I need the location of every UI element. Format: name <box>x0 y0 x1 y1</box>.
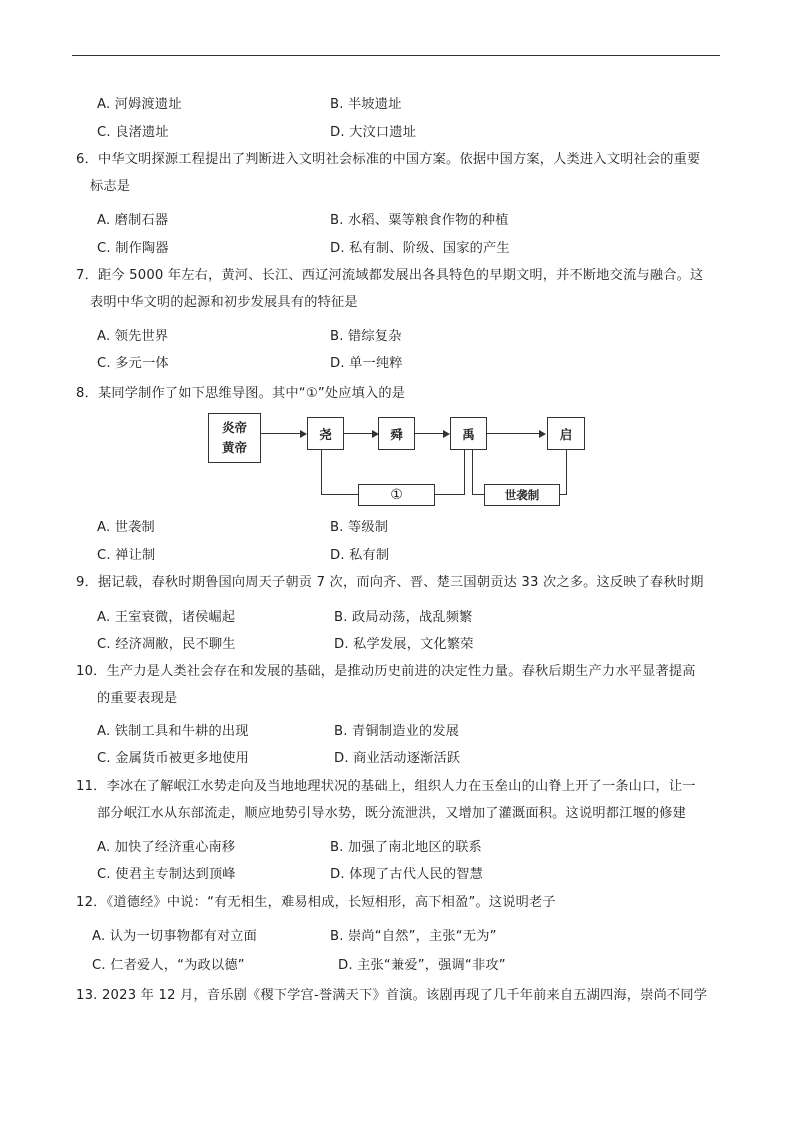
q11-option-c: C. 使君主专制达到顶峰 <box>97 867 236 882</box>
mind-map-diagram <box>208 413 588 511</box>
q11-option-d: D. 体现了古代人民的智慧 <box>330 867 484 882</box>
q5-option-b: B. 半坡遗址 <box>330 97 402 112</box>
q6-option-b: B. 水稻、粟等粮食作物的种植 <box>330 213 509 228</box>
connector-yao-down <box>321 449 322 495</box>
q6-option-d: D. 私有制、阶级、国家的产生 <box>330 241 510 256</box>
q11-stem-line2: 部分岷江水从东部流走，顺应地势引导水势，既分流泄洪，又增加了灌溉面积。这说明都江堰的修建 <box>97 806 687 821</box>
q7-option-a: A. 领先世界 <box>97 329 169 344</box>
q8-stem: 8．某同学制作了如下思维导图。其中“①”处应填入的是 <box>76 386 406 401</box>
box-hereditary: 世袭制 <box>484 484 560 506</box>
q11-option-b: B. 加强了南北地区的联系 <box>330 840 482 855</box>
arrowhead-yu <box>443 430 450 438</box>
q8-option-a: A. 世袭制 <box>97 520 155 535</box>
q8-option-d: D. 私有制 <box>330 548 390 563</box>
q10-stem-line2: 的重要表现是 <box>97 691 178 706</box>
q10-option-a: A. 铁制工具和牛耕的出现 <box>97 724 249 739</box>
q5-option-a: A. 河姆渡遗址 <box>97 97 182 112</box>
connector-qi-down <box>566 449 567 495</box>
connector-yu-down-left <box>464 449 465 495</box>
box-yu: 禹 <box>450 417 487 450</box>
connector-yu-down-right <box>472 449 473 495</box>
q9-option-b: B. 政局动荡，战乱频繁 <box>334 610 473 625</box>
q10-option-b: B. 青铜制造业的发展 <box>334 724 460 739</box>
q12-option-b: B. 崇尚“自然”，主张“无为” <box>330 929 497 944</box>
q8-option-c: C. 禅让制 <box>97 548 156 563</box>
box-yandi-label: 炎帝 <box>221 420 247 435</box>
box-shun: 舜 <box>378 417 415 450</box>
q8-option-b: B. 等级制 <box>330 520 389 535</box>
q12-stem: 12．《道德经》中说：“有无相生，难易相成，长短相形，高下相盈”。这说明老子 <box>76 895 556 910</box>
q10-option-c: C. 金属货币被更多地使用 <box>97 751 250 766</box>
q6-option-a: A. 磨制石器 <box>97 213 169 228</box>
q12-option-a: A. 认为一切事物都有对立面 <box>92 929 258 944</box>
box-blank-1: ① <box>358 484 435 506</box>
q9-stem: 9．据记载，春秋时期鲁国向周天子朝贡 7 次，而向齐、晋、楚三国朝贡达 33 次之多。这反映了春秋时期 <box>76 575 704 590</box>
q10-stem-line1: 10．生产力是人类社会存在和发展的基础，是推动历史前进的决定性力量。春秋后期生产力水平显著提高 <box>76 664 696 679</box>
q11-option-a: A. 加快了经济重心南移 <box>97 840 236 855</box>
q9-option-c: C. 经济凋敝，民不聊生 <box>97 637 236 652</box>
q12-option-d: D. 主张“兼爱”，强调“非攻” <box>338 958 506 973</box>
arrow-yao-to-shun <box>343 433 373 434</box>
connector-yao-to-blank <box>321 494 358 495</box>
arrowhead-yao <box>300 430 307 438</box>
q11-stem-line1: 11．李冰在了解岷江水势走向及当地地理状况的基础上，组织人力在玉垒山的山脊上开了一条山口，让一 <box>76 779 696 794</box>
box-yandi-huangdi <box>208 413 261 463</box>
arrow-shun-to-yu <box>415 433 444 434</box>
q7-stem-line1: 7．距今 5000 年左右，黄河、长江、西辽河流域都发展出各具特色的早期文明，并不断地交流与融合。这 <box>76 268 704 283</box>
connector-blank-to-yu <box>434 494 464 495</box>
arrow-huangdi-to-yao <box>260 433 301 434</box>
q9-option-d: D. 私学发展，文化繁荣 <box>334 637 474 652</box>
q6-stem-line1: 6．中华文明探源工程提出了判断进入文明社会标准的中国方案。依据中国方案，人类进入文明社会的重要 <box>76 152 701 167</box>
q9-option-a: A. 王室衰微，诸侯崛起 <box>97 610 236 625</box>
q5-option-c: C. 良渚遗址 <box>97 125 169 140</box>
q10-option-d: D. 商业活动逐渐活跃 <box>334 751 461 766</box>
arrowhead-qi <box>539 430 546 438</box>
header-rule <box>72 55 720 56</box>
q13-stem: 13. 2023 年 12 月，音乐剧《稷下学宫-誉满天下》首演。该剧再现了几千年前来自五湖四海，崇尚不同学 <box>76 988 708 1003</box>
q12-option-c: C. 仁者爱人，“为政以德” <box>92 958 245 973</box>
q7-option-b: B. 错综复杂 <box>330 329 402 344</box>
box-qi: 启 <box>547 417 585 450</box>
q6-option-c: C. 制作陶器 <box>97 241 169 256</box>
box-huangdi-label: 黄帝 <box>221 440 247 455</box>
q5-option-d: D. 大汶口遗址 <box>330 125 417 140</box>
q7-stem-line2: 表明中华文明的起源和初步发展具有的特征是 <box>90 295 358 310</box>
q7-option-c: C. 多元一体 <box>97 356 169 371</box>
box-yao: 尧 <box>307 417 344 450</box>
q6-stem-line2: 标志是 <box>90 179 131 194</box>
arrow-yu-to-qi <box>486 433 540 434</box>
q7-option-d: D. 单一纯粹 <box>330 356 403 371</box>
